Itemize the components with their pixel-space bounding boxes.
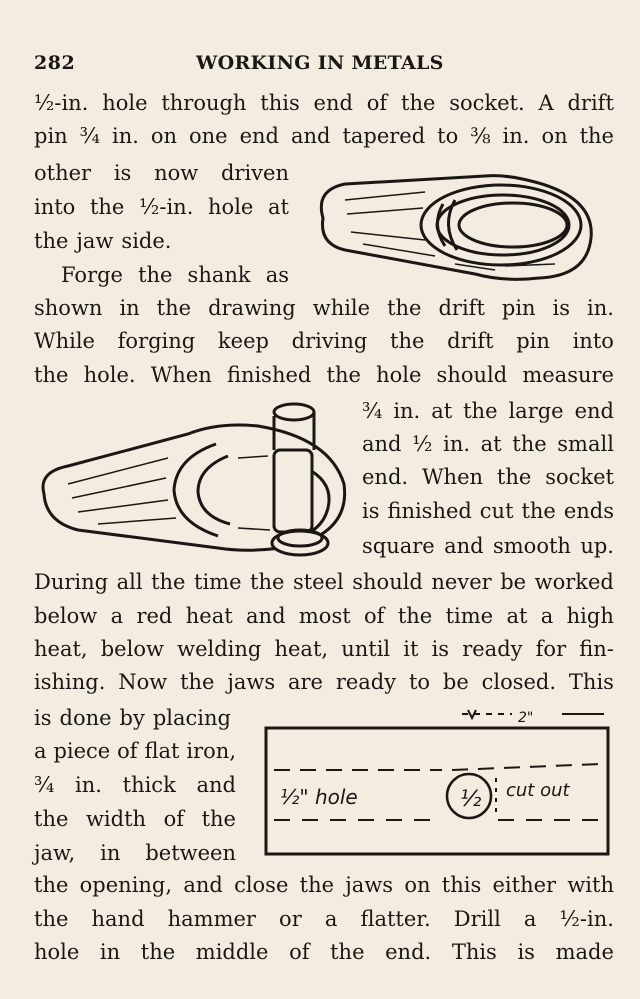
sketch-dimension-label: 2" — [518, 710, 534, 726]
text-line: During all the time the steel should never be worked — [34, 570, 614, 594]
text-line: is finished cut the ends — [362, 499, 614, 523]
text-line: a piece of flat iron, — [34, 739, 236, 763]
text-line: the hole. When finished the hole should measure — [34, 363, 614, 387]
text-line: into the ½-in. hole at — [34, 195, 289, 219]
text-line: other is now driven — [34, 161, 289, 185]
text-line: below a red heat and most of the time at a high — [34, 604, 614, 628]
text-line: is done by placing — [34, 706, 231, 730]
text-line: the jaw side. — [34, 229, 172, 253]
text-line: the opening, and close the jaws on this either with — [34, 873, 614, 897]
socket-with-pin-illustration — [38, 398, 354, 560]
text-line: ¾ in. thick and — [34, 773, 236, 797]
text-line: and ½ in. at the small — [362, 432, 614, 456]
text-line: square and smooth up. — [362, 534, 614, 558]
text-line: the hand hammer or a flatter. Drill a ½-in. — [34, 907, 614, 931]
text-line: the width of the — [34, 807, 236, 831]
sketch-cut-label: cut out — [506, 780, 570, 801]
hand-sketch-diagram — [262, 704, 614, 860]
text-line: end. When the socket — [362, 465, 614, 489]
socket-end-illustration — [305, 170, 605, 288]
text-line: While forging keep driving the drift pin into — [34, 329, 614, 353]
text-line: pin ¾ in. on one end and tapered to ⅜ in. on the — [34, 124, 614, 148]
sketch-circle-label: ½ — [460, 787, 482, 812]
text-line: ¾ in. at the large end — [362, 399, 614, 423]
text-line: heat, below welding heat, until it is ready for fin- — [34, 637, 614, 661]
text-line: ishing. Now the jaws are ready to be closed. This — [34, 670, 614, 694]
sketch-hole-label: ½" hole — [280, 785, 358, 809]
text-line: shown in the drawing while the drift pin is in. — [34, 296, 614, 320]
text-line: jaw, in between — [34, 841, 236, 865]
page-number: 282 — [34, 52, 76, 74]
running-title: WORKING IN METALS — [196, 52, 444, 74]
text-line: Forge the shank as — [61, 263, 289, 287]
text-line: hole in the middle of the end. This is made — [34, 940, 614, 964]
text-line: ½-in. hole through this end of the socket. A drift — [34, 91, 614, 115]
